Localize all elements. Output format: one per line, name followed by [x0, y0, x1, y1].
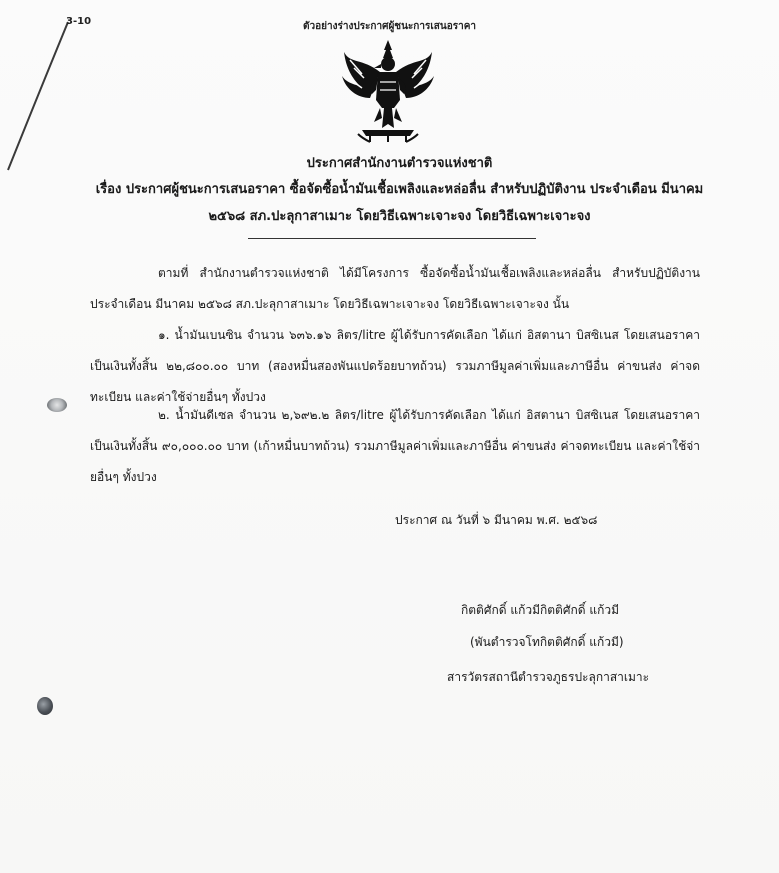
garuda-emblem-icon	[340, 38, 436, 144]
page-mark: 3-10	[66, 16, 92, 27]
separator-line	[248, 238, 536, 239]
punch-hole-icon	[47, 398, 67, 412]
item-text-2: ๒. น้ำมันดีเซล จำนวน ๒,๖๙๒.๒ ลิตร/litre ผู้ได้รับการคัดเลือก ได้แก่ อิสตานา บิสซิเนส โดยเสนอราคา เป็นเงินทั้งสิ้น ๙๐,๐๐๐.๐๐ บาท (เก้าหมื่นบาทถ้วน) รวมภาษีมูลค่าเพิ่มและภาษีอื่น ค่าขนส่ง ค่าจดทะเบียน และค่าใช้จ่ายอื่นๆ ทั้งปวง	[90, 408, 700, 484]
title-line-2: เรื่อง ประกาศผู้ชนะการเสนอราคา ซื้อจัดซื้อน้ำมันเชื้อเพลิงและหล่อลื่น สำหรับปฏิบัติงาน ประจำเดือน มีนาคม	[95, 182, 704, 197]
title-line-3: ๒๕๖๘ สภ.ปะลุกาสาเมาะ โดยวิธีเฉพาะเจาะจง โดยวิธีเฉพาะเจาะจง	[208, 209, 591, 224]
signature-name: กิตติศักดิ์ แก้วมีกิตติศักดิ์ แก้วมี	[461, 603, 619, 617]
intro-text: ตามที่ สำนักงานตำรวจแห่งชาติ ได้มีโครงการ ซื้อจัดซื้อน้ำมันเชื้อเพลิงและหล่อลื่น สำหรับปฏิบัติงาน ประจำเดือน มีนาคม ๒๕๖๘ สภ.ปะลุกาสาเมาะ โดยวิธีเฉพาะเจาะจง โดยวิธีเฉพาะเจาะจง นั้น	[90, 266, 700, 311]
title-line-1: ประกาศสำนักงานตำรวจแห่งชาติ	[306, 156, 493, 171]
item-paragraph-2	[90, 400, 700, 493]
intro-paragraph	[90, 258, 700, 320]
punch-hole-icon	[37, 697, 53, 715]
header-note: ตัวอย่างร่างประกาศผู้ชนะการเสนอราคา	[303, 21, 476, 32]
item-text-1: ๑. น้ำมันเบนซิน จำนวน ๖๓๖.๑๖ ลิตร/litre ผู้ได้รับการคัดเลือก ได้แก่ อิสตานา บิสซิเนส โดยเสนอราคา เป็นเงินทั้งสิ้น ๒๒,๘๐๐.๐๐ บาท (สองหมื่นสองพันแปดร้อยบาทถ้วน) รวมภาษีมูลค่าเพิ่มและภาษีอื่น ค่าขนส่ง ค่าจดทะเบียน และค่าใช้จ่ายอื่นๆ ทั้งปวง	[90, 328, 700, 404]
announce-date: ประกาศ ณ วันที่ ๖ มีนาคม พ.ศ. ๒๕๖๘	[395, 513, 598, 527]
signature-full-name: (พันตำรวจโทกิตติศักดิ์ แก้วมี)	[470, 635, 624, 649]
signature-position: สารวัตรสถานีตำรวจภูธรปะลุกาสาเมาะ	[447, 670, 650, 684]
